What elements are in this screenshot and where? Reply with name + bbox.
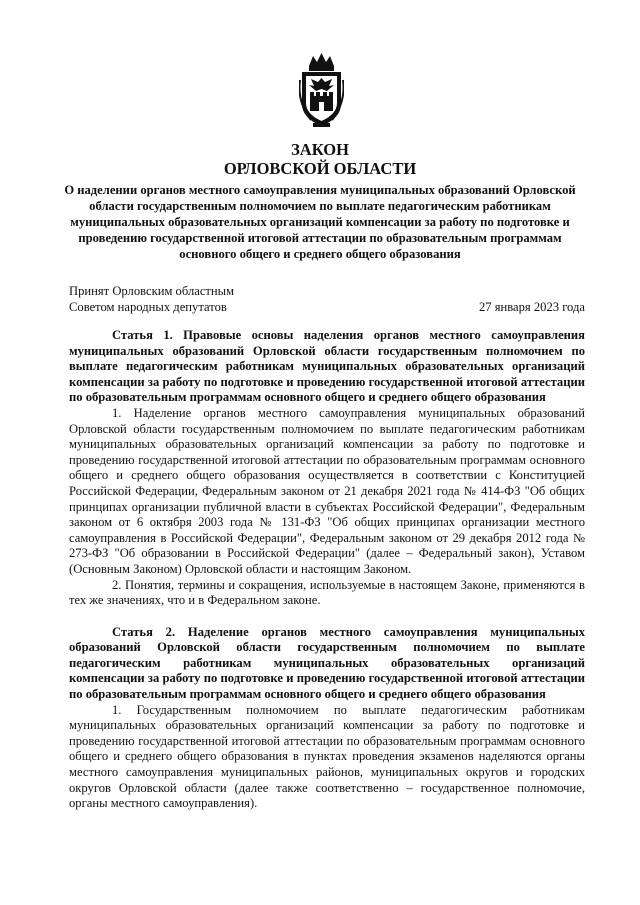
adoption-line-2: Советом народных депутатов [69,300,227,314]
article-1-heading: Статья 1. Правовые основы наделения органов местного самоуправления муниципальных образований Орловской области государственным полномочием по выплате педагогическим работникам муниципальных образовательных организаций компенсации за работу по подготовке и проведению государственной итоговой аттестации по образовательным программам основного общего и среднего общего образования [69,328,585,405]
law-title: О наделении органов местного самоуправления муниципальных образований Орловской области государственным полномочием по выплате педагогическим работникам муниципальных образовательных организаций компенсации за работу по подготовке и проведению государственной итоговой аттестации по образовательным программам основного общего и среднего общего образования [64,183,576,261]
article-1-paragraph-2: 2. Понятия, термины и сокращения, используемые в настоящем Законе, применяются в тех же значениях, что и в Федеральном законе. [69,577,585,608]
adoption-date: 27 января 2023 года [478,300,585,314]
law-heading: ЗАКОН [291,140,349,159]
region-heading: ОРЛОВСКОЙ ОБЛАСТИ [223,159,417,178]
adoption-body [69,283,349,315]
article-2-paragraph-1: 1. Государственным полномочием по выплате педагогическим работникам муниципальных образовательных организаций компенсации за работу по подготовке и проведению государственной итоговой аттестации по образовательным программам основного общего и среднего общего образования в пунктах проведения экзаменов наделяются органы местного самоуправления муниципальных районов, муниципальных округов и городских округов Орловской области (далее также соответственно – государственное полномочие, органы местного самоуправления). [69,702,585,811]
coat-of-arms-icon [299,52,344,128]
adoption-line-1: Принят Орловским областным [69,284,235,298]
law-body [69,328,585,812]
article-1-paragraph-1: 1. Наделение органов местного самоуправления муниципальных образований Орловской области государственным полномочием по выплате педагогическим работникам муниципальных образовательных организаций компенсации за работу по подготовке и проведению государственной итоговой аттестации по образовательным программам основного общего и среднего общего образования осуществляется в соответствии с Конституцией Российской Федерации, Федеральным законом от 21 декабря 2021 года № 414-ФЗ "Об общих принципах организации публичной власти в субъектах Российской Федерации", Федеральным законом от 6 октября 2003 года № 131-ФЗ "Об общих принципах организации местного самоуправления в Российской Федерации", Федеральным законом от 29 декабря 2012 года № 273-ФЗ "Об образовании в Российской Федерации" (далее – Федеральный закон), Уставом (Основным Законом) Орловской области и настоящим Законом. [69,405,585,576]
article-2-heading: Статья 2. Наделение органов местного самоуправления муниципальных образований Орловской области государственным полномочием по выплате педагогическим работникам муниципальных образовательных организаций компенсации за работу по подготовке и проведению государственной итоговой аттестации по образовательным программам основного общего и среднего общего образования [69,624,585,702]
